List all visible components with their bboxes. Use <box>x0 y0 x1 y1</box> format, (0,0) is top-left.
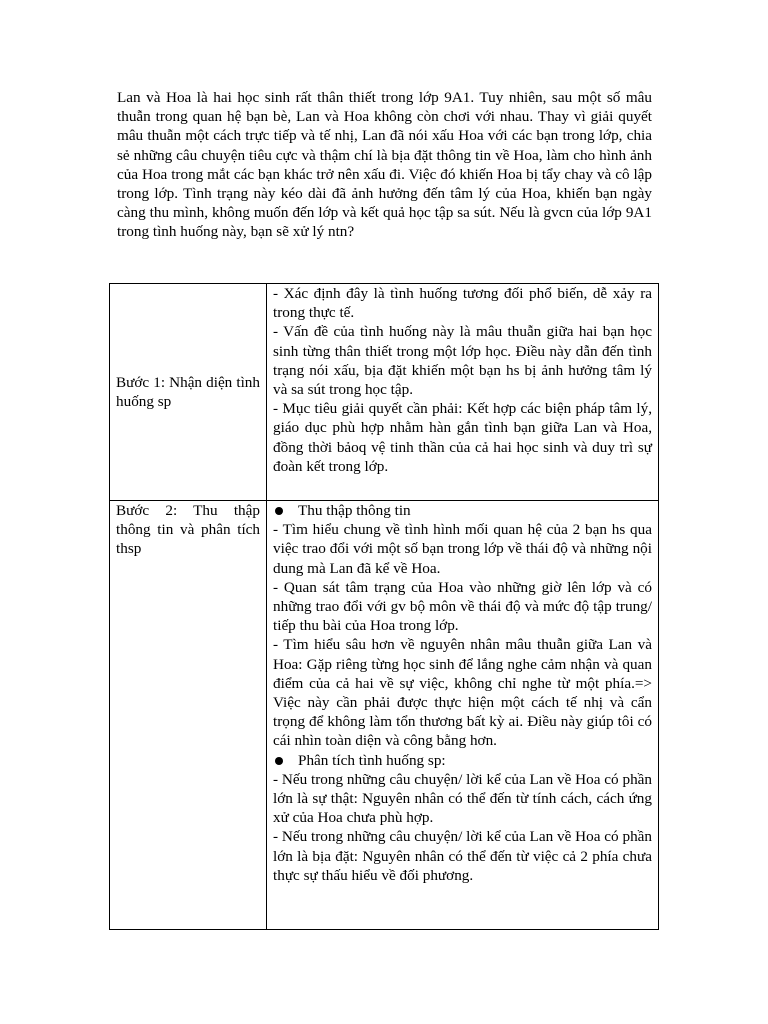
step-label: Bước 2: Thu thập thông tin và phân tích thsp <box>110 501 267 930</box>
step-paragraph: - Tìm hiểu chung về tình hình mối quan hệ của 2 bạn hs qua việc trao đổi với một số bạn trong lớp về thái độ và những nội dung mà Lan đã kể về Hoa. <box>273 521 652 577</box>
step-content <box>267 501 659 930</box>
bullet-dot-icon <box>275 757 283 765</box>
step-paragraph: - Quan sát tâm trạng của Hoa vào những giờ lên lớp và có những trao đổi với gv bộ môn về thái độ và mức độ tập trung/ tiếp thu bài của Hoa trong lớp. <box>273 578 652 635</box>
step-label: Bước 1: Nhận diện tình huống sp <box>110 284 267 501</box>
step-paragraph: - Xác định đây là tình huống tương đối phổ biến, dễ xảy ra trong thực tế. <box>273 285 652 322</box>
step-paragraph: - Nếu trong những câu chuyện/ lời kể của Lan về Hoa có phần lớn là sự thật: Nguyên nhân có thể đến từ tính cách, cách ứng xử của Hoa chưa phù hợp. <box>273 770 652 827</box>
bullet-item <box>273 751 652 770</box>
step-paragraph: - Mục tiêu giải quyết cần phải: Kết hợp các biện pháp tâm lý, giáo dục phù hợp nhằm hàn gắn tình bạn giữa Lan và Hoa, đồng thời bảoq vệ tinh thần của cả hai học sinh và duy trì sự đoàn kết trong lớp. <box>273 400 652 475</box>
intro-paragraph: Lan và Hoa là hai học sinh rất thân thiết trong lớp 9A1. Tuy nhiên, sau một số mâu thuẫn trong quan hệ bạn bè, Lan và Hoa không còn chơi với nhau. Thay vì giải quyết mâu thuẫn một cách trực tiếp và tế nhị, Lan đã nói xấu Hoa với các bạn trong lớp, chia sẻ những câu chuyện tiêu cực và thậm chí là bịa đặt thông tin về Hoa, làm cho hình ảnh của Hoa trong mắt các bạn khác trở nên xấu đi. Việc đó khiến Hoa bị tẩy chay và cô lập trong lớp. Tình trạng này kéo dài đã ảnh hưởng đến tâm lý của Hoa, khiến bạn ngày càng thu mình, không muốn đến lớp và kết quả học tập sa sút. Nếu là gvcn của lớp 9A1 trong tình huống này, bạn sẽ xử lý ntn? <box>117 89 652 241</box>
bullet-item <box>273 501 652 520</box>
bullet-dot-icon <box>275 507 283 515</box>
step-paragraph: - Nếu trong những câu chuyện/ lời kể của Lan về Hoa có phần lớn là bịa đặt: Nguyên nhân có thể đến từ việc cả 2 phía chưa thực sự thấu hiểu về đối phương. <box>273 828 652 884</box>
bullet-text: Thu thập thông tin <box>298 502 411 519</box>
step-paragraph: - Vấn đề của tình huống này là mâu thuẫn giữa hai bạn học sinh từng thân thiết trong một lớp học. Điều này dẫn đến tình trạng nói xấu, bịa đặt khiến một bạn hs bị ảnh hưởng tâm lý và sa sút trong học tập. <box>273 323 652 399</box>
table-row <box>110 501 659 930</box>
steps-table <box>109 283 659 930</box>
table-row <box>110 284 659 501</box>
step-paragraph: - Tìm hiểu sâu hơn về nguyên nhân mâu thuẫn giữa Lan và Hoa: Gặp riêng từng học sinh để lắng nghe cảm nhận và quan điểm của cả hai về sự việc, không chỉ nghe từ một phía.=> Việc này cần phải được thực hiện một cách tế nhị và cẩn trọng để không làm tổn thương bất kỳ ai. Điều này giúp tôi có cái nhìn toàn diện và công bằng hơn. <box>273 636 652 750</box>
step-content <box>267 284 659 501</box>
bullet-text: Phân tích tình huống sp: <box>298 751 446 769</box>
